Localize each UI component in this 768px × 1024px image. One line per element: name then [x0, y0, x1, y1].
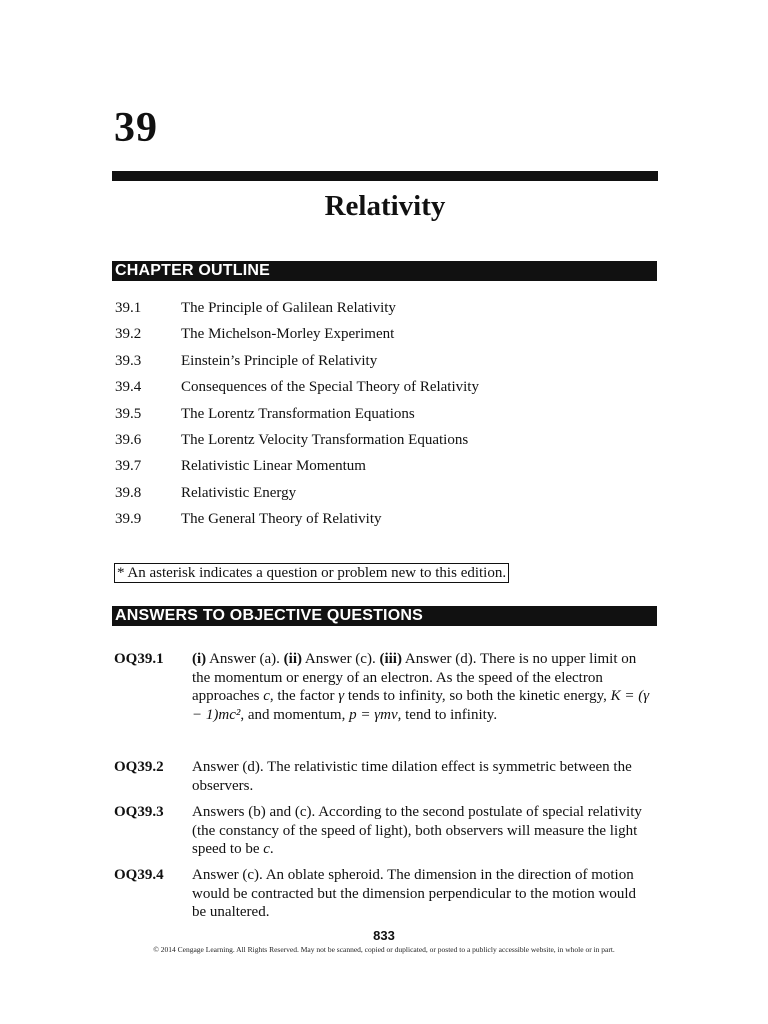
part-tag: (ii) — [283, 651, 302, 667]
outline-item — [115, 300, 655, 326]
outline-item-title: Relativistic Energy — [181, 484, 297, 501]
answer-text — [192, 650, 652, 724]
answer-item — [114, 650, 654, 724]
outline-item-number: 39.3 — [115, 352, 142, 369]
answer-fragment: Answer (c). — [301, 651, 380, 667]
chapter-title: Relativity — [324, 190, 446, 222]
outline-item-title: Consequences of the Special Theory of Relativity — [181, 379, 479, 396]
question-label: OQ39.3 — [114, 804, 164, 820]
chapter-outline-heading: CHAPTER OUTLINE — [112, 261, 657, 281]
symbol-c: c — [263, 688, 270, 704]
answer-fragment: Answer (d). There is no upper limit on the momentum or energy of an electron. As the speed of the electron approaches — [192, 651, 637, 704]
outline-item-number: 39.7 — [115, 458, 142, 475]
outline-item-title: Relativistic Linear Momentum — [181, 458, 366, 475]
question-label: OQ39.2 — [114, 759, 164, 775]
answer-item — [114, 803, 654, 859]
objective-answers-heading: ANSWERS TO OBJECTIVE QUESTIONS — [112, 606, 657, 626]
outline-item-number: 39.6 — [115, 431, 142, 448]
question-label: OQ39.1 — [114, 651, 164, 667]
answer-item — [114, 866, 654, 922]
outline-item-number: 39.8 — [115, 484, 142, 501]
part-tag: (i) — [192, 651, 207, 667]
chapter-number: 39 — [114, 105, 158, 151]
outline-item-title: The General Theory of Relativity — [181, 511, 382, 528]
outline-item — [115, 458, 655, 484]
outline-item — [115, 406, 655, 432]
outline-item-number: 39.2 — [115, 326, 142, 343]
outline-item-title: The Principle of Galilean Relativity — [181, 300, 396, 316]
answer-fragment: , tend to infinity. — [397, 706, 498, 723]
part-tag: (iii) — [379, 651, 402, 667]
symbol-gamma: γ — [338, 688, 345, 704]
answer-fragment: Answers (b) and (c). According to the second postulate of special relativity (the constancy of the speed of light), both observers will measure the light speed to be — [192, 804, 642, 857]
outline-item — [115, 432, 655, 458]
outline-item-title: Einstein’s Principle of Relativity — [181, 352, 378, 369]
outline-item — [115, 353, 655, 379]
symbol-c: c — [263, 841, 270, 857]
outline-item — [115, 326, 655, 352]
momentum-formula: p = γmv — [349, 706, 398, 723]
outline-item-number: 39.4 — [115, 379, 142, 396]
outline-item-number: 39.9 — [115, 511, 142, 528]
answer-fragment: , and momentum, — [240, 706, 350, 723]
kinetic-energy-formula: K = (γ − 1)mc² — [192, 688, 650, 723]
answer-item — [114, 758, 654, 795]
page-number: 833 — [373, 928, 395, 943]
answer-fragment: . — [269, 841, 274, 857]
outline-item-number: 39.1 — [115, 300, 142, 316]
outline-item — [115, 379, 655, 405]
answer-fragment: Answer (a). — [206, 651, 284, 667]
question-label: OQ39.4 — [114, 867, 164, 883]
outline-item-title: The Lorentz Transformation Equations — [181, 405, 415, 422]
outline-item — [115, 511, 655, 537]
copyright-notice: © 2014 Cengage Learning. All Rights Reserved. May not be scanned, copied or duplicated, or posted to a publicly accessible website, in whole or in part. — [153, 945, 615, 954]
chapter-rule — [112, 171, 658, 181]
outline-item-title: The Michelson-Morley Experiment — [181, 326, 395, 343]
answer-text: Answer (d). The relativistic time dilation effect is symmetric between the observers. — [192, 759, 632, 794]
answer-fragment: , the factor — [269, 688, 339, 704]
answer-text: Answer (c). An oblate spheroid. The dimension in the direction of motion would be contracted but the dimension perpendicular to the motion would be unaltered. — [192, 867, 637, 920]
outline-item-title: The Lorentz Velocity Transformation Equations — [181, 431, 469, 448]
asterisk-note: * An asterisk indicates a question or problem new to this edition. — [114, 563, 509, 583]
outline-item — [115, 485, 655, 511]
outline-item-number: 39.5 — [115, 405, 142, 422]
answer-text — [192, 803, 652, 859]
answer-fragment: tends to infinity, so both the kinetic energy, — [344, 688, 611, 704]
chapter-outline-list — [115, 300, 655, 538]
